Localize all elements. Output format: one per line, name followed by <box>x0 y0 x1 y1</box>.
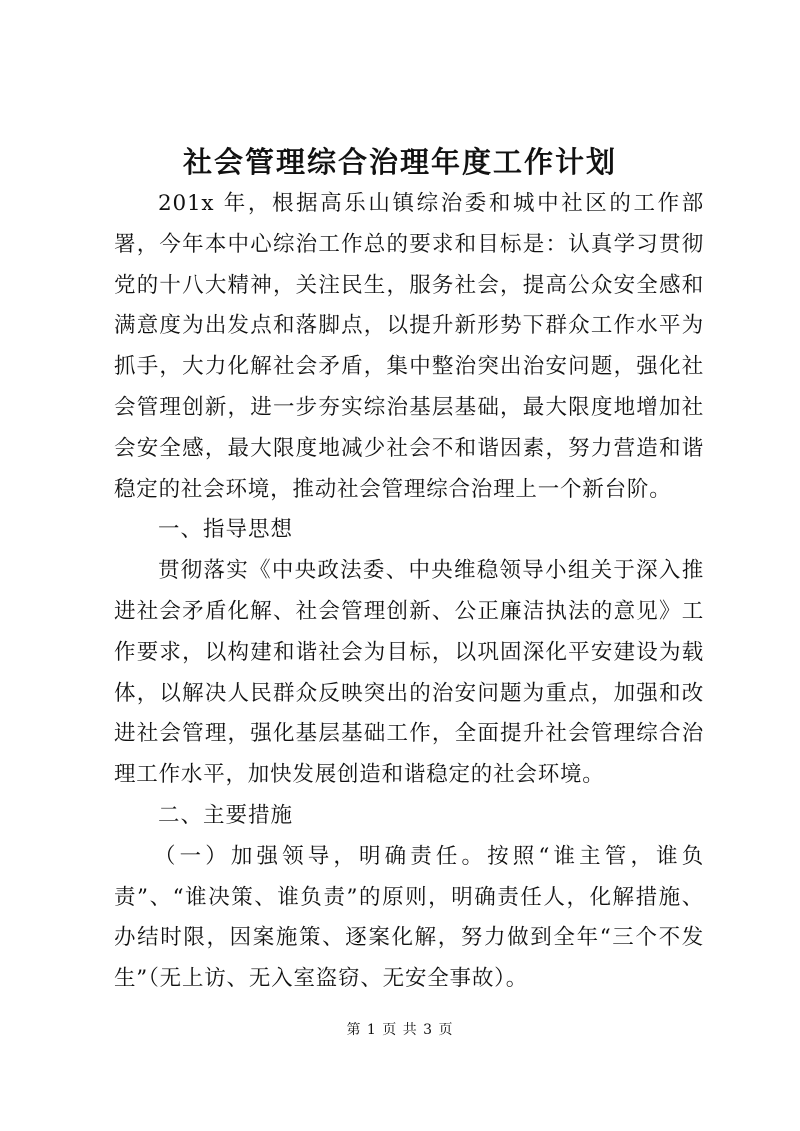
guiding-ideology-paragraph: 贯彻落实《中央政法委、中央维稳领导小组关于深入推进社会矛盾化解、社会管理创新、公正廉洁执法的意见》工作要求，以构建和谐社会为目标，以巩固深化平安建设为载体，以解决人民群众反映突出的治安问题为重点，加强和改进社会管理，强化基层基础工作，全面提升社会管理综合治理工作水平，加快发展创造和谐稳定的社会环境。 <box>114 558 704 788</box>
document-title: 社会管理综合治理年度工作计划 <box>182 145 617 179</box>
measure-item-1-paragraph: （一）加强领导，明确责任。按照“谁主管，谁负责”、“谁决策、谁负责”的原则，明确责任人，化解措施、办结时限，因案施策、逐案化解，努力做到全年“三个不发生”（无上访、无入室盗窃、无安全事故）。 <box>114 843 704 992</box>
intro-paragraph: 201x 年，根据高乐山镇综治委和城中社区的工作部署，今年本中心综治工作总的要求和目标是：认真学习贯彻党的十八大精神，关注民生，服务社会，提高公众安全感和满意度为出发点和落脚点，以提升新形势下群众工作水平为抓手，大力化解社会矛盾，集中整治突出治安问题，强化社会管理创新，进一步夯实综治基层基础，最大限度地增加社会安全感，最大限度地减少社会不和谐因素，努力营造和谐稳定的社会环境，推动社会管理综合治理上一个新台阶。 <box>114 191 704 502</box>
section-heading-guiding-ideology: 一、指导思想 <box>158 517 294 543</box>
document-body <box>114 184 704 1000</box>
page-number-footer: 第 1 页 共 3 页 <box>346 1022 454 1038</box>
section-heading-main-measures: 二、主要措施 <box>158 802 294 828</box>
